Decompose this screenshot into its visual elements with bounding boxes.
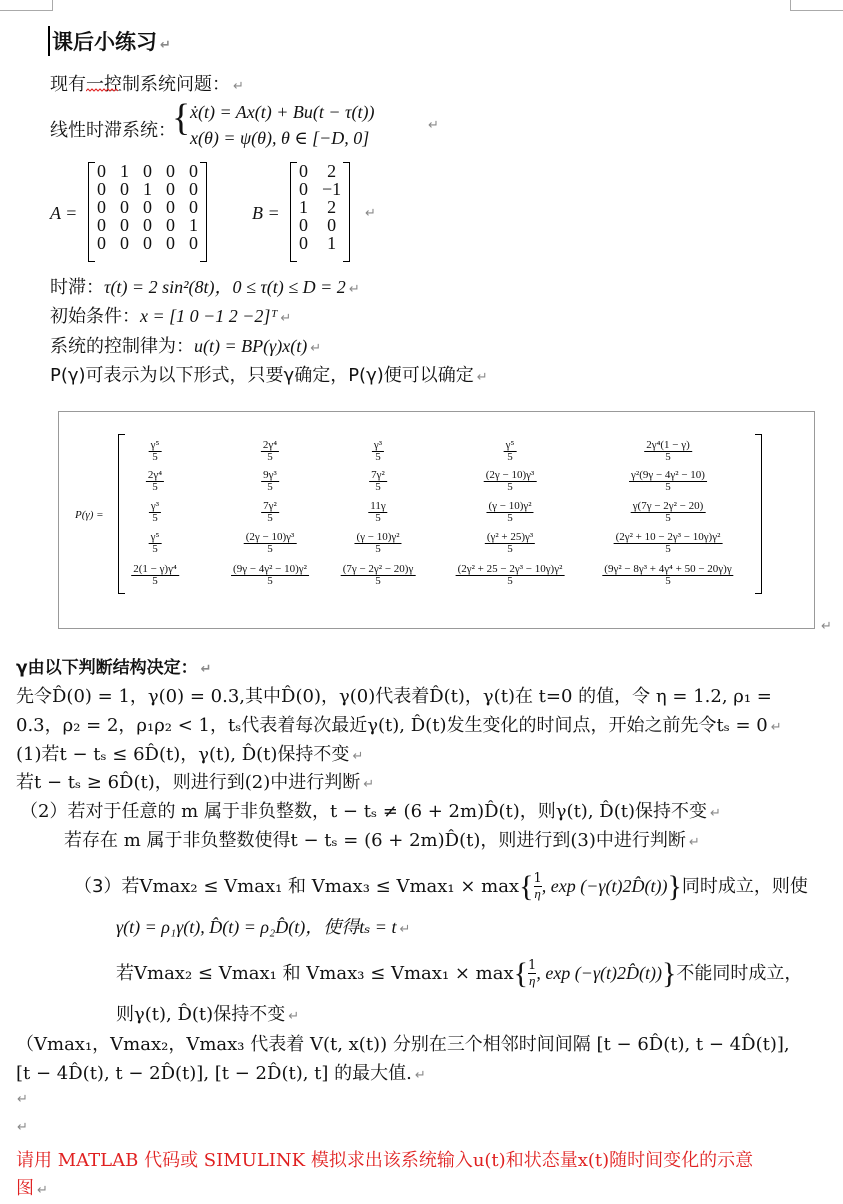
page-corner-mark-left [0,0,53,11]
p-matrix-entry: $\frac{\text{9γ³}}{5}$ [263,469,277,493]
matrix-a-label: A = [50,203,78,223]
p-matrix-entry: $\frac{\text{(2γ − 10)γ³}}{5}$ [485,469,535,493]
system-brace: { [172,97,191,139]
p-description-line[interactable]: P(γ)可表示为以下形式，只要γ确定，P(γ)便可以确定 ↵ [50,365,488,386]
p-matrix-entry: $\frac{\text{γ(7γ − 2γ² − 20)}}{5}$ [632,500,704,524]
delay-line[interactable]: 时滞：τ(t) = 2 sin²(8t)，0 ≤ τ(t) ≤ D = 2 ↵ [50,277,360,298]
matrix-b: 0 2 0 −1 1 2 0 0 0 1 [292,162,348,252]
gamma-rules-heading[interactable]: γ由以下判断结构决定： ↵ [16,658,212,678]
empty-paragraph-mark: ↵ [17,1092,28,1107]
rule-2[interactable]: （2）若对于任意的 m 属于非负整数，t − tₛ ≠ (6 + 2m)D̂(t)，则γ(t), D̂(t)保持不变 ↵ [20,801,721,822]
p-matrix-entry: $\frac{\text{2(1 − γ)γ⁴}}{5}$ [133,563,177,587]
p-matrix-entry: $\frac{\text{7γ²}}{5}$ [371,469,385,493]
p-matrix-entry: $\frac{\text{(γ² + 25)γ³}}{5}$ [486,531,534,555]
p-matrix-entry: $\frac{\text{γ³}}{5}$ [150,500,160,524]
p-matrix-entry: $\frac{\text{(γ − 10)γ²}}{5}$ [356,531,400,555]
matrix-a: 0 1 0 0 0 0 0 1 0 0 0 0 0 0 0 0 0 0 0 1 0 0 0 0 0 [90,162,205,252]
rule-1b[interactable]: 若t − tₛ ≥ 6D̂(t)，则进行到(2)中进行判断 ↵ [16,772,375,793]
task-instruction[interactable]: 请用 MATLAB 代码或 SIMULINK 模拟求出该系统输入u(t)和状态量x(t)随时间变化的示意 [16,1150,754,1171]
vmax-note-1[interactable]: （Vmax₁，Vmax₂，Vmax₃ 代表着 V(t, x(t)) 分别在三个相邻时间间隔 [t − 6D̂(t), t − 4D̂(t)], [16,1034,790,1055]
page-title[interactable]: 课后小练习 ↵ [52,30,171,54]
paragraph-mark: ↵ [365,206,376,221]
p-matrix-entry: $\frac{\text{γ⁵}}{5}$ [505,439,515,463]
rule-3-line-4[interactable]: 则γ(t), D̂(t)保持不变 ↵ [116,1004,300,1025]
rule-2b[interactable]: 若存在 m 属于非负整数使得t − tₛ = (6 + 2m)D̂(t)，则进行到(3)中进行判断 ↵ [64,830,700,851]
rule-3-line-2[interactable]: γ(t) = ρ₁γ(t), D̂(t) = ρ₂D̂(t)，使得tₛ = t ↵ [116,917,411,937]
system-label: 线性时滞系统： [50,120,176,141]
p-matrix-entry: $\frac{\text{(9γ − 4γ² − 10)γ²}}{5}$ [233,563,307,587]
p-matrix-entry: $\frac{\text{(2γ² + 25 − 2γ³ − 10γ)γ²}}{5}$ [457,563,563,587]
p-matrix-entry: $\frac{\text{2γ⁴(1 − γ)}}{5}$ [646,439,690,463]
matrix-b-label: B = [252,203,280,223]
p-matrix-entry: $\frac{\text{(γ − 10)γ²}}{5}$ [488,500,532,524]
vmax-note-2[interactable]: [t − 4D̂(t), t − 2D̂(t)], [t − 2D̂(t), t] 的最大值. ↵ [16,1063,426,1084]
page-corner-mark-right [790,0,843,11]
p-matrix-entry: $\frac{\text{(2γ² + 10 − 2γ³ − 10γ)γ²}}{5}$ [615,531,721,555]
system-equation-1: ẋ(t) = Ax(t) + Bu(t − τ(t)) [190,102,375,122]
task-instruction-end[interactable]: 图 ↵ [16,1178,48,1199]
p-matrix-entry: $\frac{\text{γ⁵}}{5}$ [150,439,160,463]
initial-condition-line[interactable]: 初始条件：x = [1 0 −1 2 −2]ᵀ ↵ [50,306,292,327]
p-matrix-entry: $\frac{\text{7γ²}}{5}$ [263,500,277,524]
p-matrix-entry: $\frac{11\gamma}{5}$ [370,500,386,524]
empty-paragraph-mark: ↵ [17,1120,28,1135]
intro-line[interactable]: 现有一控制系统问题： ↵ [50,74,244,95]
p-matrix-entry: $\frac{\text{(9γ² − 8γ³ + 4γ⁴ + 50 − 20γ)γ}}{5}$ [604,563,732,587]
p-matrix-entry: $\frac{\text{γ⁵}}{5}$ [150,531,160,555]
spellcheck-squiggle [86,88,118,92]
text-cursor [48,26,50,56]
p-matrix-label: P(γ) = [75,509,104,521]
rules-paragraph-1a[interactable]: 先令D̂(0) = 1，γ(0) = 0.3,其中D̂(0)，γ(0)代表着D̂(t)，γ(t)在 t=0 的值，令 η = 1.2, ρ₁ = [16,686,772,707]
rule-1[interactable]: (1)若t − tₛ ≤ 6D̂(t)，γ(t), D̂(t)保持不变 ↵ [16,744,364,765]
control-law-line[interactable]: 系统的控制律为：u(t) = BP(γ)x(t) ↵ [50,336,322,357]
p-matrix-entry: $\frac{\text{2γ⁴}}{5}$ [147,469,163,493]
system-equation-2: x(θ) = ψ(θ), θ ∈ [−D, 0] [190,128,370,148]
p-matrix-entry: $\frac{\text{(2γ − 10)γ³}}{5}$ [245,531,295,555]
rule-3-line-1[interactable]: （3）若Vmax₂ ≤ Vmax₁ 和 Vmax₃ ≤ Vmax₁ × max{ $\frac{1}{\eta}$, exp (−γ(t)2D̂(t))}同时成立，则使 [74,870,808,903]
rules-paragraph-1b[interactable]: 0.3，ρ₂ = 2，ρ₁ρ₂ < 1，tₛ代表着每次最近γ(t), D̂(t)发生变化的时间点，开始之前先令tₛ = 0 ↵ [16,715,782,736]
paragraph-mark: ↵ [821,619,832,634]
p-matrix-entry: $\frac{\text{2γ⁴}}{5}$ [262,439,278,463]
paragraph-mark: ↵ [428,118,439,133]
p-matrix-entry: $\frac{\text{(7γ − 2γ² − 20)γ}}{5}$ [342,563,414,587]
p-matrix-entry: $\frac{\text{γ²(9γ − 4γ² − 10)}}{5}$ [631,469,705,493]
rule-3-line-3[interactable]: 若Vmax₂ ≤ Vmax₁ 和 Vmax₃ ≤ Vmax₁ × max{ $\frac{1}{\eta}$, exp (−γ(t)2D̂(t))}不能同时成立， [116,957,803,990]
p-matrix-entry: $\frac{\text{γ³}}{5}$ [373,439,383,463]
